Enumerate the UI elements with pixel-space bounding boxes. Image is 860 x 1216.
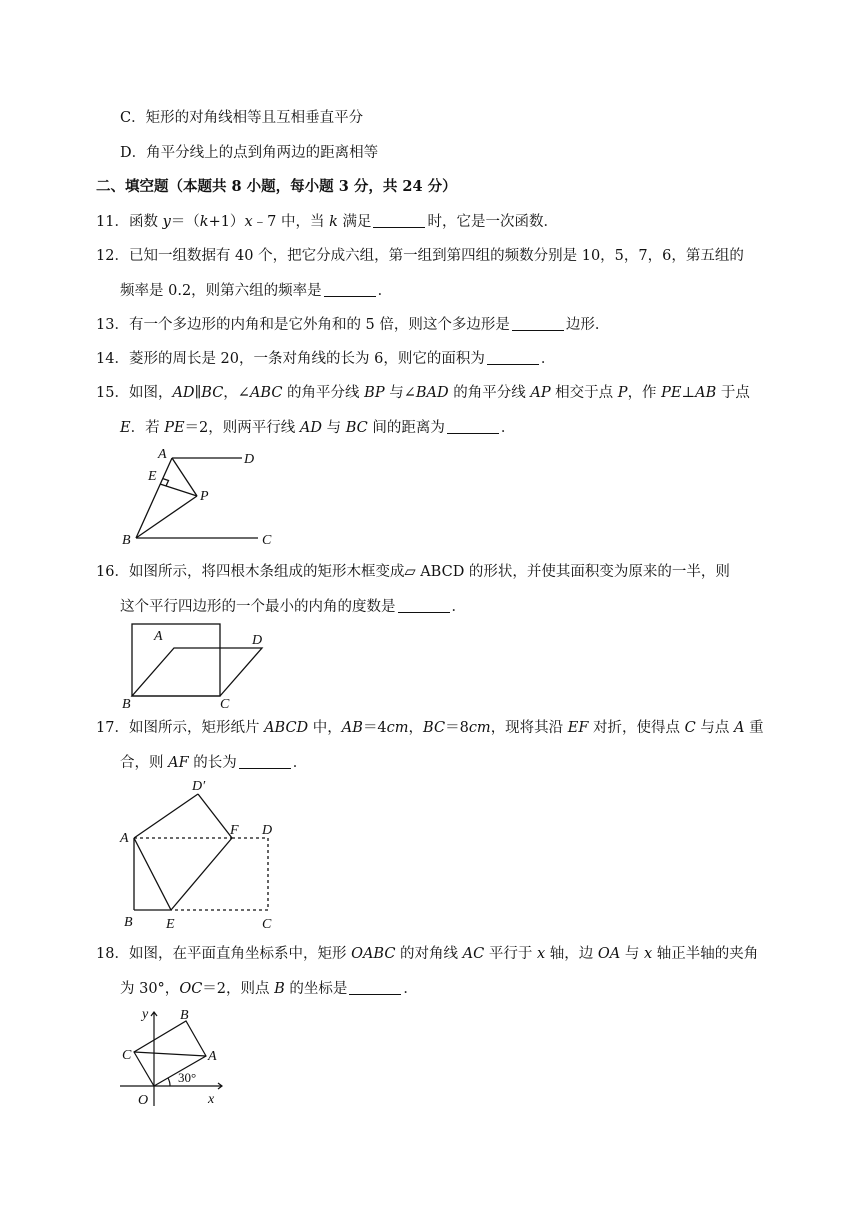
label-c: C [262,917,272,932]
question-15: 15．如图，AD∥BC，∠ABC 的角平分线 BP 与∠BAD 的角平分线 AP 相交于点 P，作 PE⊥AB 于点 [96,385,750,401]
label-d-prime: D′ [192,779,206,794]
label-d: D [262,823,273,838]
answer-blank[interactable] [239,754,291,769]
label-y: y [142,1007,149,1022]
label-b: B [180,1008,189,1023]
question-16: 16．如图所示，将四根木条组成的矩形木框变成▱ ABCD 的形状，并使其面积变为原来的一半，则 [96,564,730,580]
answer-blank[interactable] [398,598,450,613]
question-15-cont: E．若 PE＝2，则两平行线 AD 与 BC 间的距离为 ． [120,420,516,436]
answer-blank[interactable] [447,419,499,434]
question-17-cont: 合，则 AF 的长为 ． [120,755,308,771]
question-18-cont: 为 30°，OC＝2，则点 B 的坐标是 ． [120,981,418,997]
label-e: E [166,917,175,932]
label-c: C [220,697,230,712]
angle-label: 30° [178,1070,197,1085]
label-d: D [252,633,263,648]
answer-blank[interactable] [373,213,425,228]
label-b: B [122,697,131,712]
label-p: P [200,489,209,504]
question-11: 11．函数 y＝（k+1）x﹣7 中，当 k 满足 时，它是一次函数． [96,214,558,230]
answer-blank[interactable] [349,980,401,995]
label-c: C [262,533,272,548]
figure-15 [118,446,278,550]
question-12-cont: 频率是 0.2，则第六组的频率是 ． [120,283,393,299]
label-x: x [208,1092,215,1107]
figure-17 [118,776,288,936]
question-18: 18．如图，在平面直角坐标系中，矩形 OABC 的对角线 AC 平行于 x 轴，边 OA 与 x 轴正半轴的夹角 [96,946,759,962]
label-c: C [122,1048,132,1063]
question-14: 14．菱形的周长是 20，一条对角线的长为 6，则它的面积为 ． [96,351,556,367]
label-b: B [122,533,131,548]
label-a: A [208,1049,217,1064]
section-title: 二、填空题（本题共 8 小题，每小题 3 分，共 24 分） [96,178,457,195]
label-d: D [244,452,255,467]
label-o: O [138,1093,149,1108]
question-17: 17．如图所示，矩形纸片 ABCD 中，AB＝4cm，BC＝8cm，现将其沿 EF 对折，使得点 C 与点 A 重 [96,720,764,736]
figure-16 [118,620,278,710]
question-16-cont: 这个平行四边形的一个最小的内角的度数是 ． [120,599,466,615]
question-13: 13．有一个多边形的内角和是它外角和的 5 倍，则这个多边形是 边形． [96,317,610,333]
option-d: D．角平分线上的点到角两边的距离相等 [120,145,379,161]
label-b: B [124,915,133,930]
question-12: 12．已知一组数据有 40 个，把它分成六组，第一组到第四组的频数分别是 10，5，7，6，第五组的 [96,248,744,264]
figure-18 [118,1006,228,1110]
answer-blank[interactable] [487,350,539,365]
label-f: F [230,823,239,838]
label-a: A [120,831,129,846]
option-c: C．矩形的对角线相等且互相垂直平分 [120,110,364,126]
label-a: A [158,447,167,462]
answer-blank[interactable] [324,282,376,297]
label-e: E [148,469,157,484]
label-a: A [154,629,163,644]
answer-blank[interactable] [512,316,564,331]
